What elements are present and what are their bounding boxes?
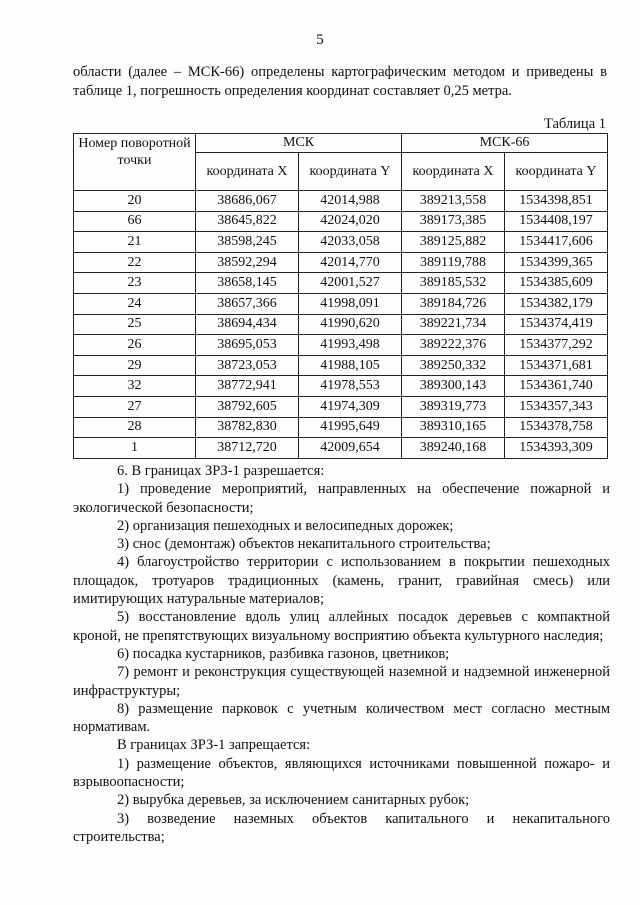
prohibited-item: 3) возведение наземных объектов капитального и некапитального строительства;	[73, 810, 610, 845]
intro-text: области (далее – МСК-66) определены картографическим методом и приведены в таблице 1, погрешность определения координат составляет 0,25 метра.	[73, 64, 607, 99]
coordinate-cell: 41990,620	[299, 314, 402, 335]
coordinate-cell: 1534357,343	[505, 396, 608, 417]
point-number-header: Номер поворотной точки	[74, 134, 196, 191]
table-row	[74, 293, 608, 314]
coordinate-cell: 389221,734	[402, 314, 505, 335]
allowed-item: 2) организация пешеходных и велосипедных дорожек;	[117, 517, 454, 534]
coordinate-cell: 41998,091	[299, 293, 402, 314]
coordinate-cell: 38723,053	[196, 355, 299, 376]
coordinate-cell: 389222,376	[402, 335, 505, 356]
point-number-cell: 29	[74, 355, 196, 376]
prohibited-item: 2) вырубка деревьев, за исключением санитарных рубок;	[117, 792, 470, 809]
prohibited-list	[73, 755, 610, 846]
coordinate-cell: 38792,605	[196, 396, 299, 417]
point-number-cell: 25	[74, 314, 196, 335]
coordinate-cell: 389184,726	[402, 293, 505, 314]
coordinate-cell: 42024,020	[299, 211, 402, 232]
coordinate-cell: 42014,988	[299, 191, 402, 212]
allowed-item: 5) восстановление вдоль улиц аллейных посадок деревьев с компактной кроной, не препятствующих визуальному восприятию объекта культурного наследия;	[73, 609, 610, 644]
coordinate-cell: 389310,165	[402, 417, 505, 438]
coordinate-cell: 1534399,365	[505, 252, 608, 273]
allowed-item: 8) размещение парковок с учетным количеством мест согласно местным нормативам.	[73, 700, 610, 736]
point-number-cell: 20	[74, 191, 196, 212]
point-number-cell: 21	[74, 232, 196, 253]
coordinate-cell: 41974,309	[299, 396, 402, 417]
point-number-cell: 32	[74, 376, 196, 397]
coordinate-cell: 1534378,758	[505, 417, 608, 438]
coordinate-cell: 38695,053	[196, 335, 299, 356]
allowed-item: 4) благоустройство территории с использованием в покрытии пешеходных площадок, тротуаров традиционных (камень, гранит, гравийная смесь) или имитирующих натуральные материалов;	[73, 554, 610, 608]
coordinate-cell: 1534382,179	[505, 293, 608, 314]
coordinate-cell: 42033,058	[299, 232, 402, 253]
allowed-list	[73, 480, 610, 736]
point-number-cell: 26	[74, 335, 196, 356]
coordinate-cell: 389319,773	[402, 396, 505, 417]
msk66-y-header: координата Y	[505, 153, 608, 191]
point-number-cell: 27	[74, 396, 196, 417]
coordinate-cell: 38686,067	[196, 191, 299, 212]
msk-y-header: координата Y	[299, 153, 402, 191]
table-row	[74, 211, 608, 232]
table-row	[74, 396, 608, 417]
allowed-item: 1) проведение мероприятий, направленных на обеспечение пожарной и экологической безопасности;	[73, 481, 610, 516]
table-row	[74, 417, 608, 438]
coordinate-cell: 1534361,740	[505, 376, 608, 397]
coordinate-cell: 1534393,309	[505, 438, 608, 459]
coordinates-table	[73, 133, 608, 459]
allowed-item: 3) снос (демонтаж) объектов некапитального строительства;	[117, 536, 491, 553]
coordinate-cell: 41995,649	[299, 417, 402, 438]
coordinate-cell: 1534398,851	[505, 191, 608, 212]
coordinate-cell: 38598,245	[196, 232, 299, 253]
coordinate-cell: 41978,553	[299, 376, 402, 397]
msk66-group-header: МСК-66	[402, 134, 608, 153]
coordinate-cell: 42001,527	[299, 273, 402, 294]
coordinate-cell: 42014,770	[299, 252, 402, 273]
allowed-item: 7) ремонт и реконструкция существующей наземной и надземной инженерной инфраструктуры;	[73, 664, 610, 699]
coordinate-cell: 389240,168	[402, 438, 505, 459]
coordinate-cell: 1534371,681	[505, 355, 608, 376]
coordinate-cell: 1534417,606	[505, 232, 608, 253]
regulations-text	[73, 462, 610, 846]
msk-x-header: координата X	[196, 153, 299, 191]
coordinate-cell: 389300,143	[402, 376, 505, 397]
table-row	[74, 376, 608, 397]
coordinate-cell: 38712,720	[196, 438, 299, 459]
coordinate-cell: 42009,654	[299, 438, 402, 459]
page-number: 5	[316, 32, 324, 48]
table-row	[74, 273, 608, 294]
coordinate-cell: 389119,788	[402, 252, 505, 273]
table-row	[74, 232, 608, 253]
intro-paragraph	[73, 63, 607, 101]
table-caption: Таблица 1	[543, 116, 606, 132]
point-number-cell: 22	[74, 252, 196, 273]
coordinate-cell: 389125,882	[402, 232, 505, 253]
point-number-cell: 24	[74, 293, 196, 314]
coordinate-cell: 38657,366	[196, 293, 299, 314]
coordinate-cell: 38782,830	[196, 417, 299, 438]
coordinate-cell: 389250,332	[402, 355, 505, 376]
coordinate-cell: 38645,822	[196, 211, 299, 232]
coordinate-cell: 1534408,197	[505, 211, 608, 232]
table-row	[74, 191, 608, 212]
msk-group-header: МСК	[196, 134, 402, 153]
allowed-heading: 6. В границах ЗРЗ-1 разрешается:	[117, 463, 325, 479]
table-row	[74, 314, 608, 335]
table-row	[74, 438, 608, 459]
coordinate-cell: 389213,558	[402, 191, 505, 212]
prohibited-item: 1) размещение объектов, являющихся источниками повышенной пожаро- и взрывоопасности;	[73, 755, 610, 791]
point-number-cell: 1	[74, 438, 196, 459]
coordinate-cell: 1534385,609	[505, 273, 608, 294]
table-body	[74, 191, 608, 459]
coordinate-cell: 41993,498	[299, 335, 402, 356]
msk66-x-header: координата X	[402, 153, 505, 191]
point-number-cell: 28	[74, 417, 196, 438]
coordinate-cell: 1534374,419	[505, 314, 608, 335]
coordinate-cell: 38592,294	[196, 252, 299, 273]
table-row	[74, 355, 608, 376]
coordinate-cell: 389185,532	[402, 273, 505, 294]
coordinate-cell: 41988,105	[299, 355, 402, 376]
coordinate-cell: 38694,434	[196, 314, 299, 335]
table-row	[74, 252, 608, 273]
allowed-item: 6) посадка кустарников, разбивка газонов, цветников;	[117, 645, 450, 662]
prohibited-heading: В границах ЗРЗ-1 запрещается:	[117, 737, 311, 754]
coordinate-cell: 389173,385	[402, 211, 505, 232]
table-row	[74, 335, 608, 356]
coordinate-cell: 38772,941	[196, 376, 299, 397]
point-number-cell: 23	[74, 273, 196, 294]
coordinate-cell: 1534377,292	[505, 335, 608, 356]
coordinate-cell: 38658,145	[196, 273, 299, 294]
point-number-cell: 66	[74, 211, 196, 232]
